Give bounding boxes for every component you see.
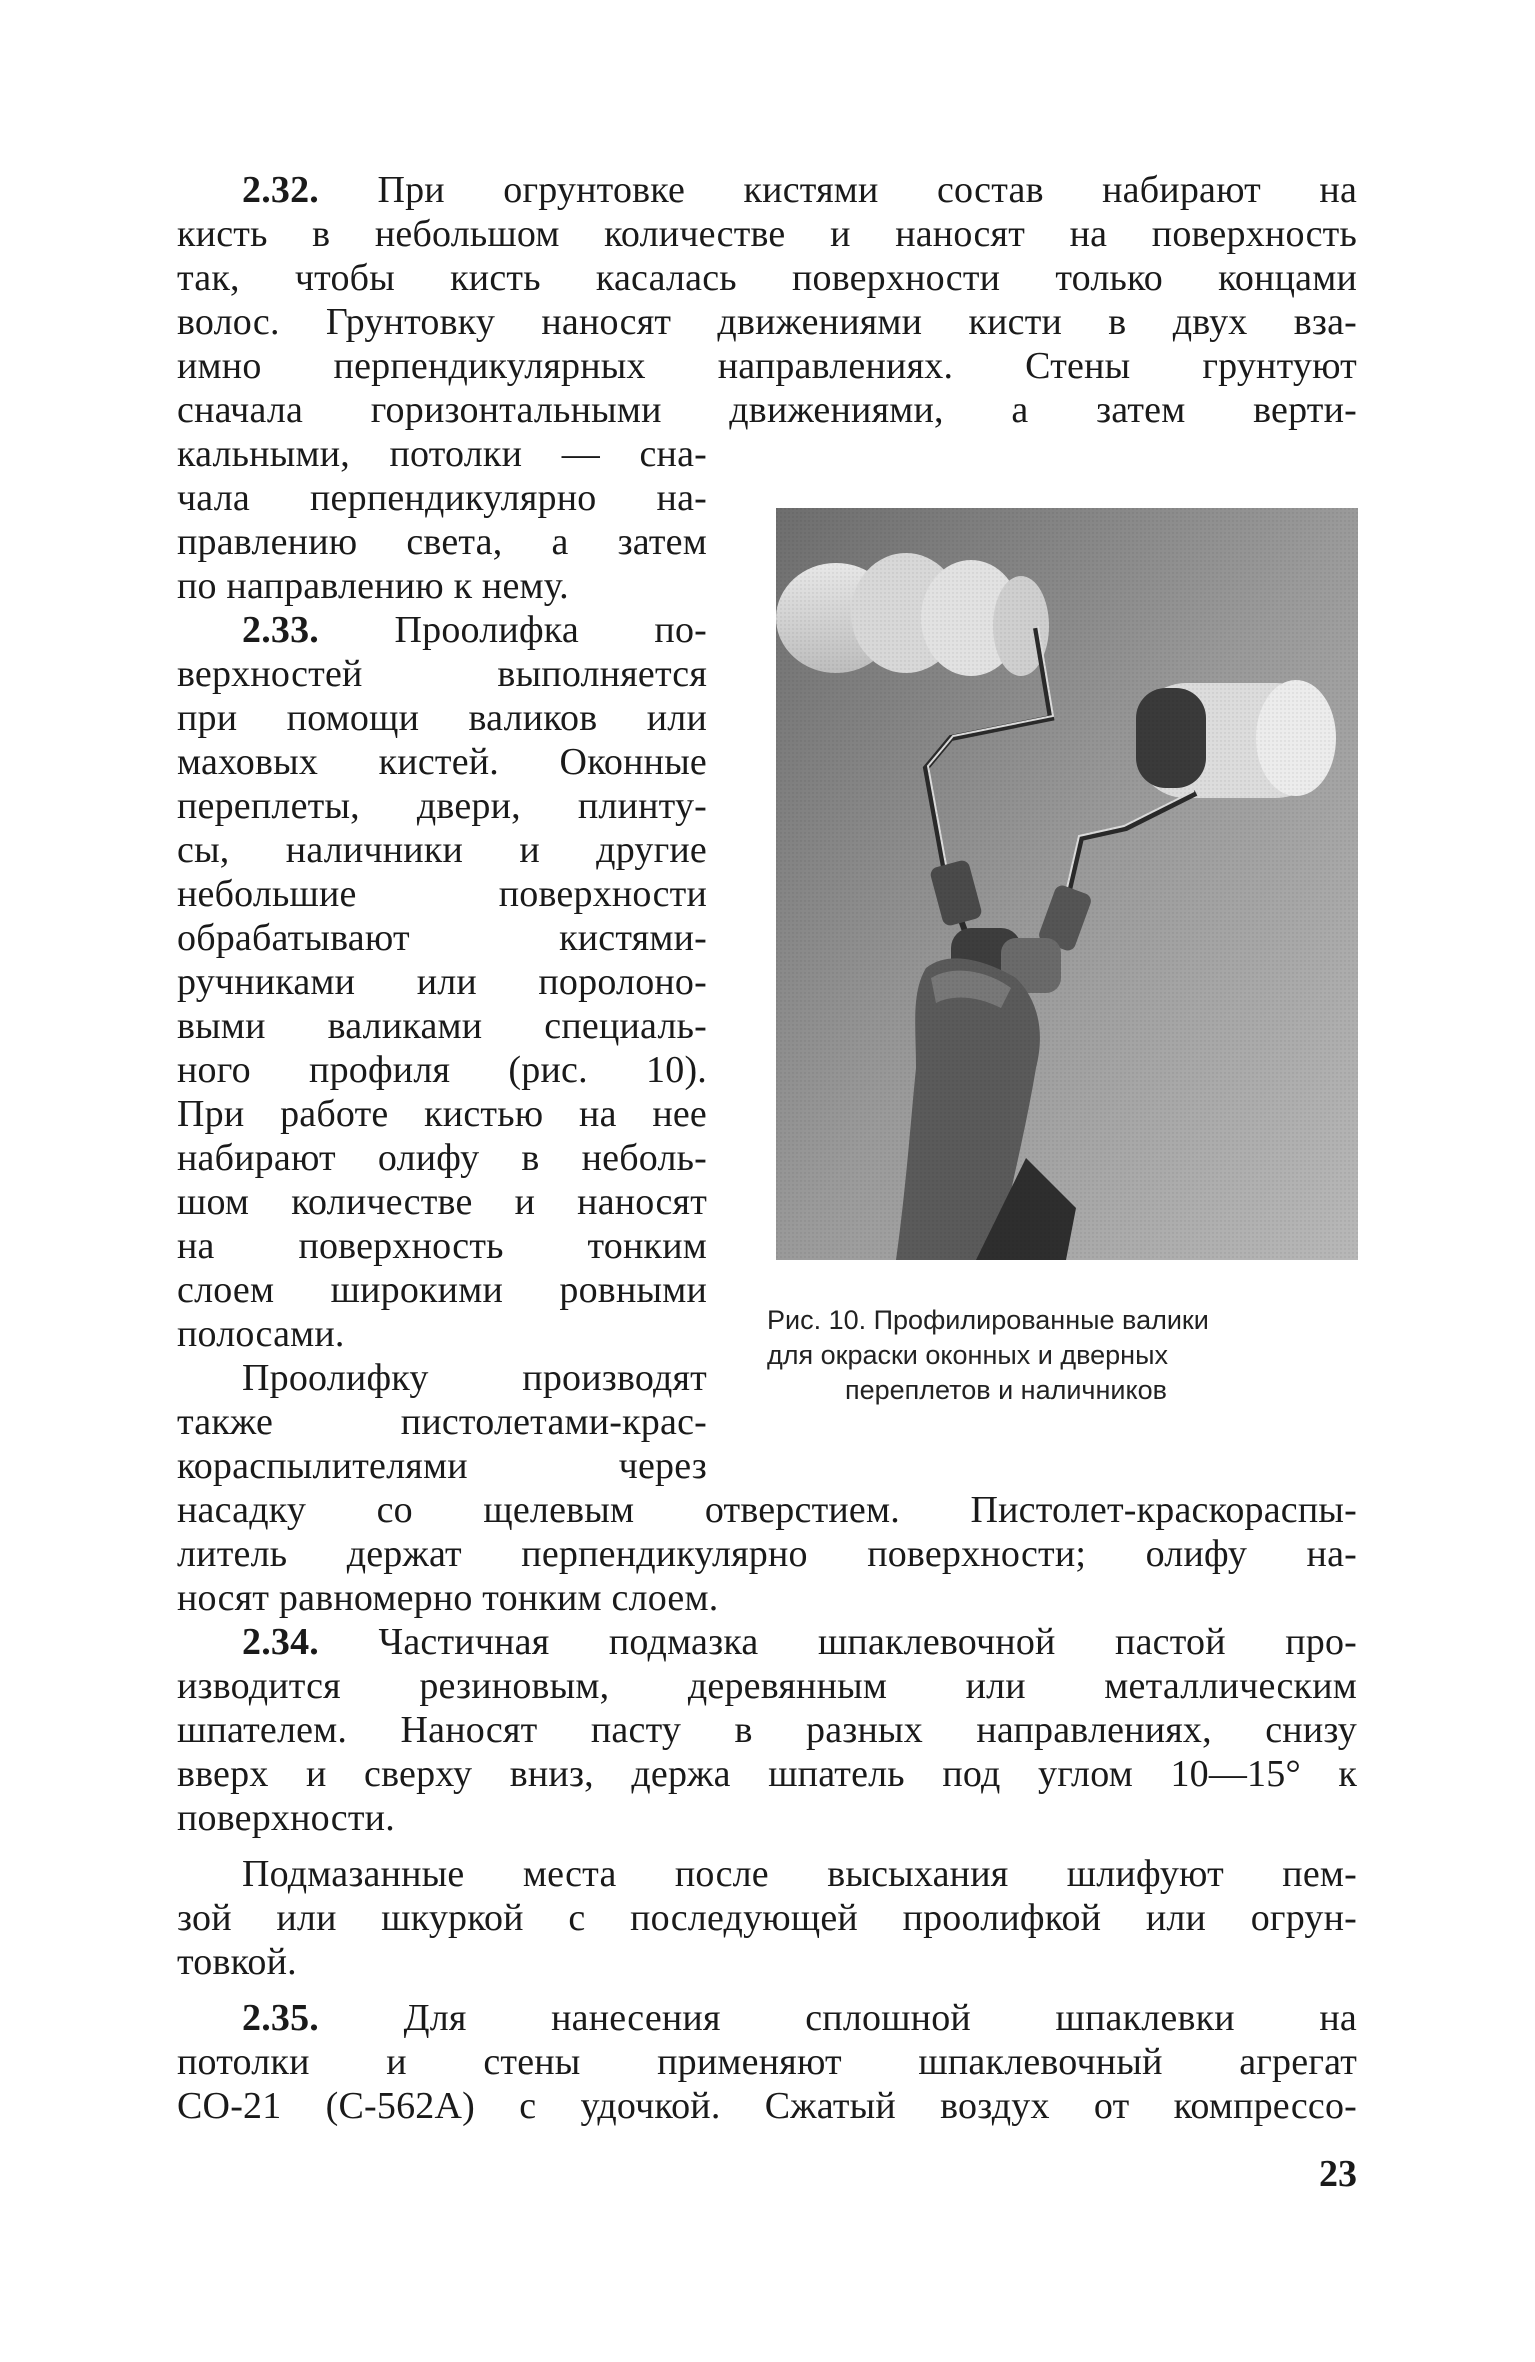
text-line: слоем широкими ровными xyxy=(177,1269,707,1311)
section-number: 2.34. xyxy=(242,1621,319,1663)
text-line: поверхности. xyxy=(177,1797,395,1839)
text-line: на поверхность тонким xyxy=(177,1225,707,1267)
text-line: сначала горизонтальными движениями, а затем верти- xyxy=(177,389,1357,431)
text-span: При огрунтовке кистями состав набирают на xyxy=(377,169,1358,211)
text-line xyxy=(242,1996,1357,2040)
text-line: так, чтобы кисть касалась поверхности только концами xyxy=(177,257,1357,299)
text-line: Подмазанные места после высыхания шлифуют пем- xyxy=(242,1853,1357,1895)
page-number: 23 xyxy=(1319,2153,1357,2195)
text-line: чала перпендикулярно на- xyxy=(177,477,707,519)
text-line: волос. Грунтовку наносят движениями кисти в двух вза- xyxy=(177,301,1357,343)
text-line xyxy=(242,608,707,652)
text-line: литель держат перпендикулярно поверхности; олифу на- xyxy=(177,1533,1357,1575)
text-line: зой или шкуркой с последующей проолифкой или огрун- xyxy=(177,1897,1357,1939)
figure-caption-line: для окраски оконных и дверных xyxy=(767,1340,1168,1370)
roller-photo-illustration xyxy=(776,508,1358,1260)
text-line: потолки и стены применяют шпаклевочный агрегат xyxy=(177,2041,1357,2083)
text-line: При работе кистью на нее xyxy=(177,1093,707,1135)
text-line: также пистолетами-крас- xyxy=(177,1401,707,1443)
text-line: имно перпендикулярных направлениях. Стены грунтуют xyxy=(177,345,1357,387)
text-line: кораспылителями через xyxy=(177,1445,707,1487)
text-line: маховых кистей. Оконные xyxy=(177,741,707,783)
text-line: ного профиля (рис. 10). xyxy=(177,1049,707,1091)
text-line: Проолифку производят xyxy=(242,1357,707,1399)
text-span: Частичная подмазка шпаклевочной пастой про- xyxy=(378,1621,1357,1663)
text-line xyxy=(242,168,1357,212)
text-line: кисть в небольшом количестве и наносят на поверхность xyxy=(177,213,1357,255)
section-number: 2.35. xyxy=(242,1997,319,2039)
text-line xyxy=(242,1620,1357,1664)
text-line: полосами. xyxy=(177,1313,345,1355)
text-line: шпателем. Наносят пасту в разных направлениях, снизу xyxy=(177,1709,1357,1751)
text-line: переплеты, двери, плинту- xyxy=(177,785,707,827)
section-number: 2.33. xyxy=(242,609,319,651)
text-line: шом количестве и наносят xyxy=(177,1181,707,1223)
text-line: кальными, потолки — сна- xyxy=(177,433,707,475)
text-line: СО-21 (С-562А) с удочкой. Сжатый воздух от компрессо- xyxy=(177,2085,1357,2127)
text-line: товкой. xyxy=(177,1941,297,1983)
text-line: сы, наличники и другие xyxy=(177,829,707,871)
figure-caption-line: Рис. 10. Профилированные валики xyxy=(767,1305,1209,1335)
text-line: по направлению к нему. xyxy=(177,565,569,607)
text-line: набирают олифу в неболь- xyxy=(177,1137,707,1179)
section-number: 2.32. xyxy=(242,169,319,211)
text-line: изводится резиновым, деревянным или металлическим xyxy=(177,1665,1357,1707)
text-line: верхностей выполняется xyxy=(177,653,707,695)
text-line: носят равномерно тонким слоем. xyxy=(177,1577,719,1619)
text-line: насадку со щелевым отверстием. Пистолет-краскораспы- xyxy=(177,1489,1357,1531)
text-span: Проолифка по- xyxy=(394,609,707,651)
text-line: при помощи валиков или xyxy=(177,697,707,739)
text-line: вверх и сверху вниз, держа шпатель под углом 10—15° к xyxy=(177,1753,1357,1795)
text-line: правлению света, а затем xyxy=(177,521,707,563)
text-span: Для нанесения сплошной шпаклевки на xyxy=(403,1997,1357,2039)
text-line: ручниками или поролоно- xyxy=(177,961,707,1003)
figure-caption-line: переплетов и наличников xyxy=(845,1375,1167,1405)
text-line: выми валиками специаль- xyxy=(177,1005,707,1047)
text-line: небольшие поверхности xyxy=(177,873,707,915)
figure-photo xyxy=(776,508,1358,1260)
text-line: обрабатывают кистями- xyxy=(177,917,707,959)
